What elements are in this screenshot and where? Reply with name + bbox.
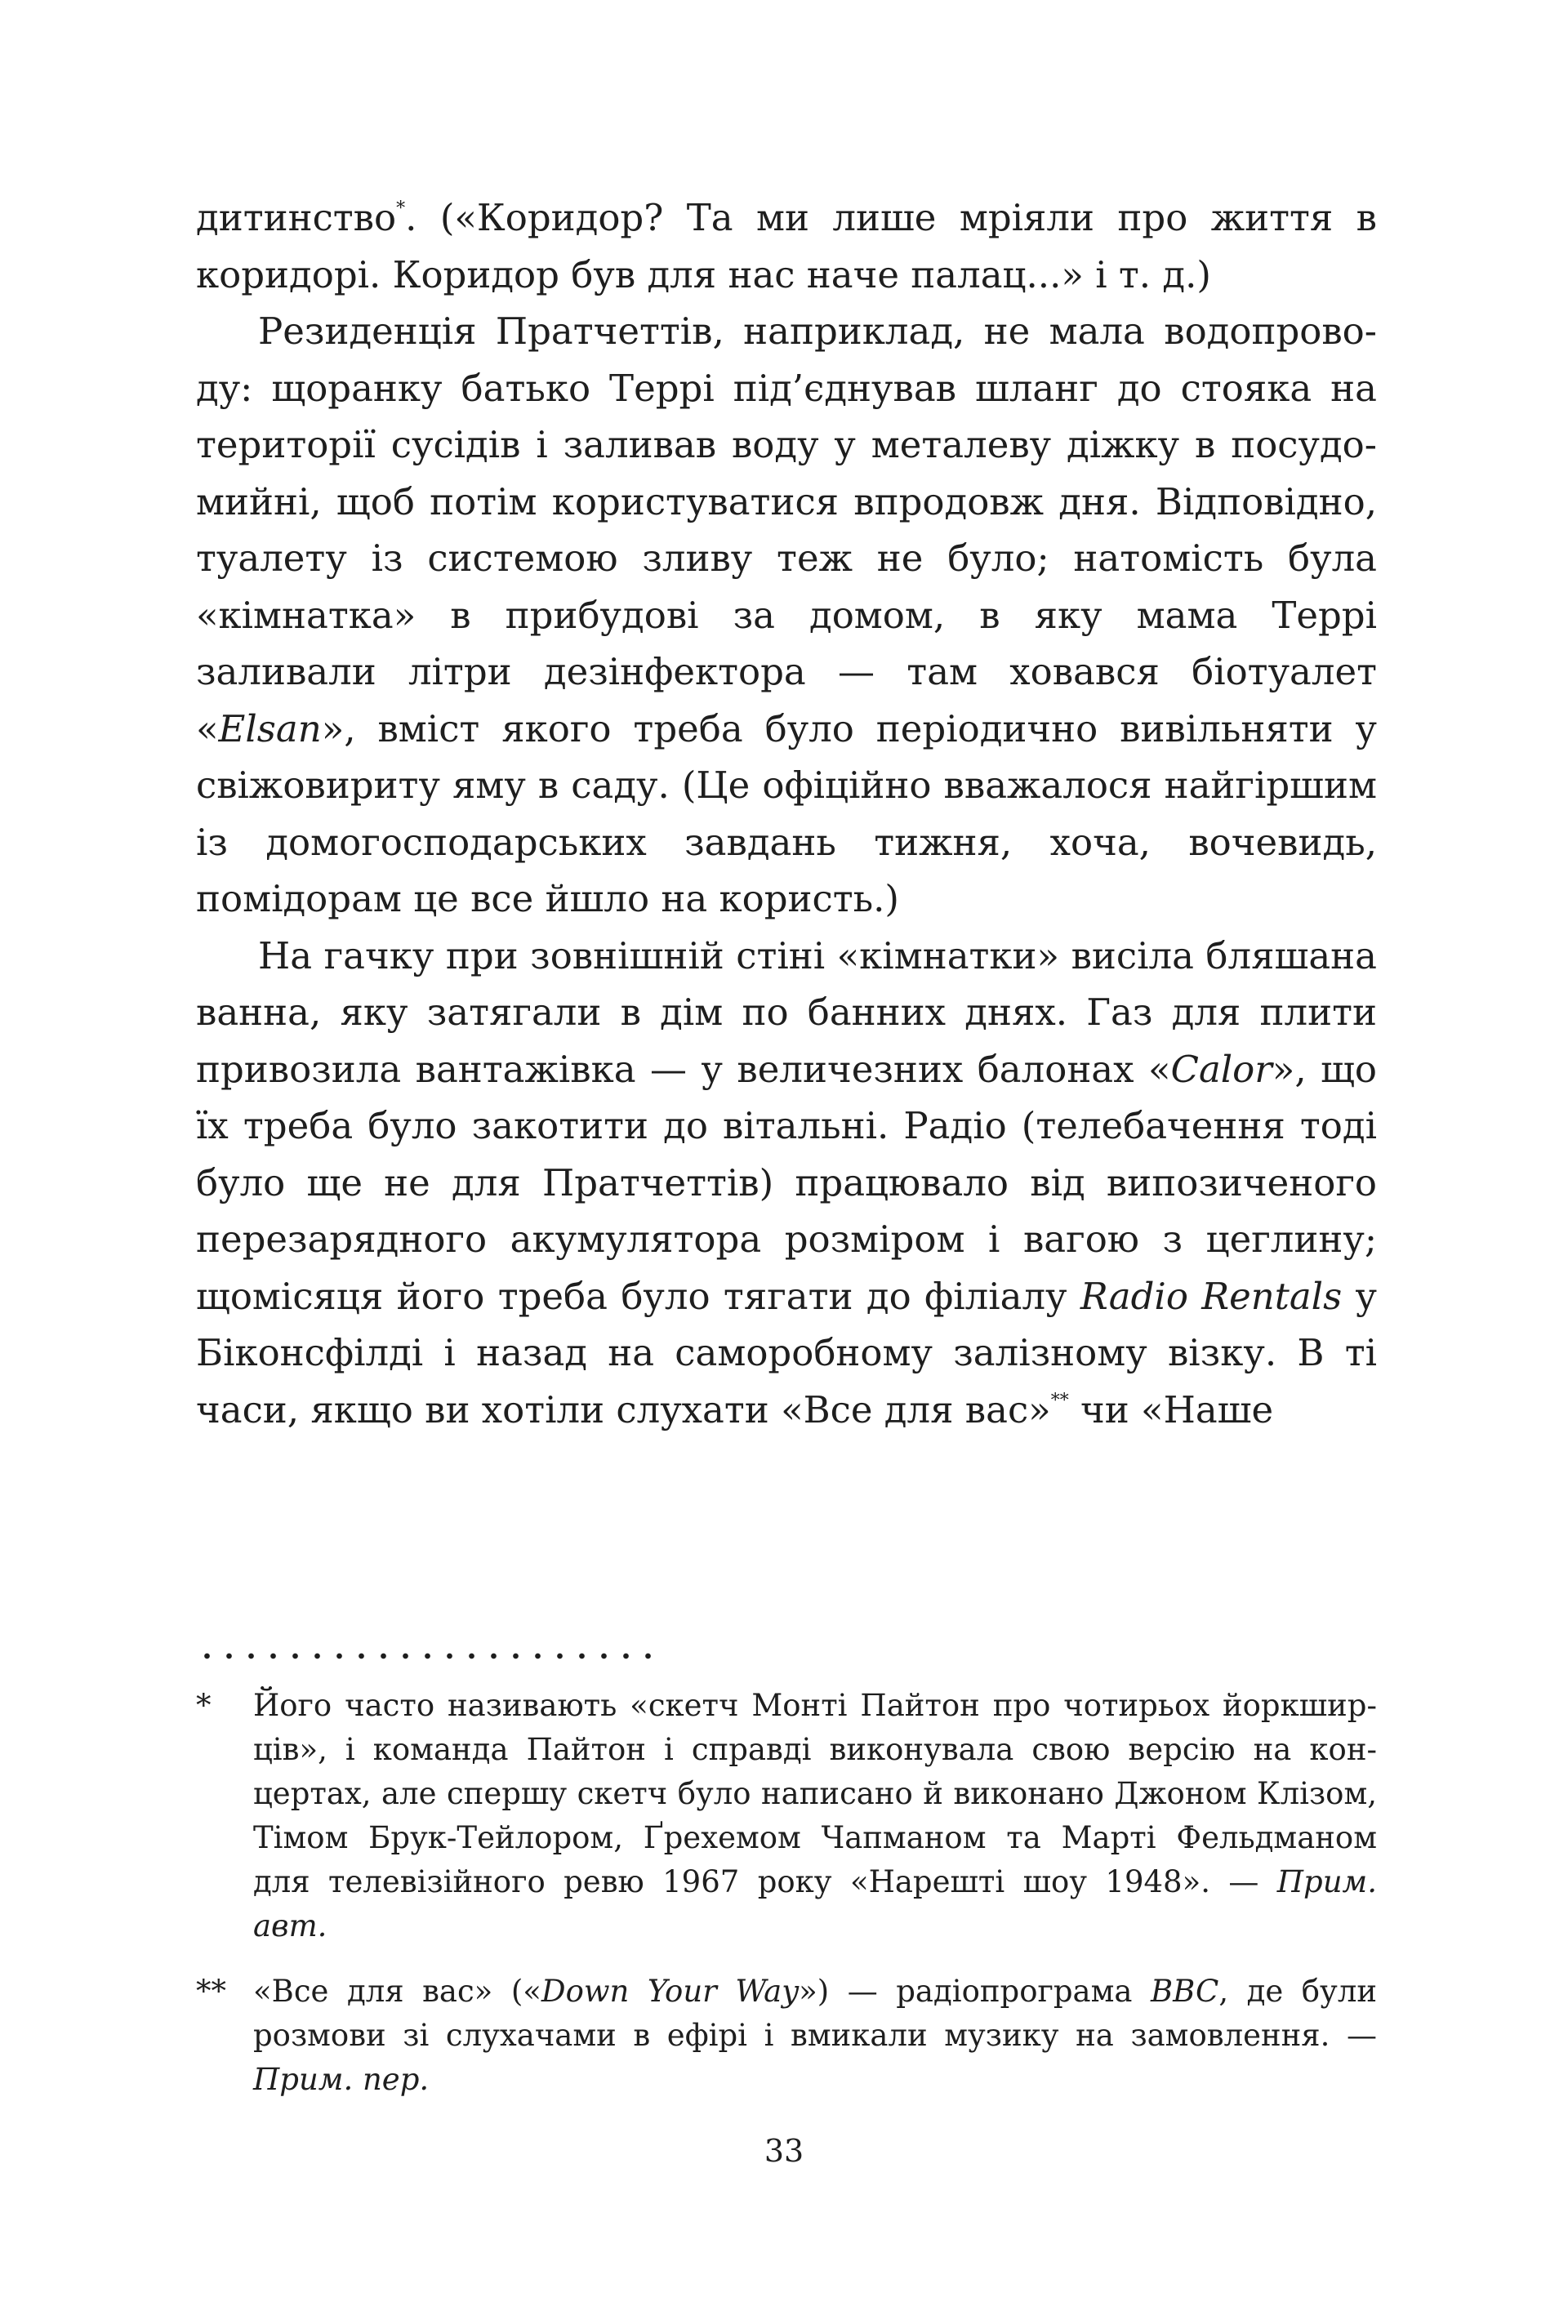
footnote-2-marker: ** — [196, 1974, 226, 2009]
footnote-1 — [196, 1684, 1377, 1948]
paragraph-2 — [196, 303, 1377, 928]
footnote-2-bbc: BBC — [1150, 1974, 1219, 2009]
paragraph-2-text-a: Резиденція Пратчеттів, наприклад, не мала водопроводу: щоранку батько Террі під’єднував шланг до стояка на території сусідів і заливав воду у металеву діжку в посудомийні, щоб потім користуватися впродовж дня. Відповідно, туалету із системою зливу теж не було; натомість була «кімнатка» в прибудові за домом, в яку мама Террі заливали літри дезінфектора — там ховався біотуалет « — [196, 309, 1377, 750]
paragraph-1 — [196, 189, 1377, 303]
paragraph-1-text-b: . («Коридор? Та ми лише мріяли про життя в коридорі. Коридор був для нас наче палац...» і т. д.) — [196, 196, 1377, 296]
page-number: 33 — [764, 2133, 804, 2169]
footnote-1-marker: * — [196, 1688, 212, 1723]
footnote-1-note: Прим. авт. — [253, 1864, 1377, 1943]
footnote-2-title: Down Your Way — [541, 1974, 800, 2009]
paragraph-3 — [196, 928, 1377, 1439]
paragraph-1-text-a: дитинство — [196, 196, 397, 239]
shop-radio-rentals: Radio Rentals — [1080, 1274, 1343, 1318]
footnote-2-text-a: «Все для вас» (« — [253, 1974, 541, 2009]
main-text — [196, 189, 1377, 1438]
footnote-ref-1: * — [396, 198, 406, 219]
brand-calor: Calor — [1170, 1047, 1272, 1091]
brand-elsan: Elsan — [218, 706, 322, 750]
footnote-ref-2: ** — [1050, 1390, 1069, 1411]
footnote-2 — [196, 1970, 1377, 2102]
footnote-separator — [196, 1652, 653, 1660]
paragraph-3-text-c: у Біконсфілді і назад на саморобному залізному візку. В ті часи, якщо ви хотіли слухати «Все для вас» — [196, 1274, 1378, 1431]
footnote-2-note: Прим. пер. — [253, 2062, 430, 2097]
paragraph-2-text-b: », вміст якого треба було періодично вивільняти у свіжовириту яму в саду. (Це офіційно вважалося найгіршим із домогосподарських завдань тижня, хоча, вочевидь, помідорам це все йшло на користь.) — [196, 706, 1377, 920]
paragraph-3-text-d: чи «Наше — [1068, 1387, 1274, 1431]
footnote-2-text-b: ») — радіопрограма — [799, 1974, 1151, 2009]
paragraph-3-text-b: », що їх треба було закотити до вітальні. Радіо (телебачення тоді було ще не для Пратчеттів) працювало від випозиченого перезарядного акумулятора розміром і вагою з цеглину; щомісяця його треба було тягати до філіалу — [196, 1047, 1378, 1318]
footnote-1-text: Його часто називають «скетч Монті Пайтон про чотирьох йоркширців», і команда Пайтон і справді виконувала свою версію на концертах, але спершу скетч було написано й виконано Джоном Клізом, Тімом Брук-Тейлором, Ґрехемом Чапманом та Марті Фельдманом для телевізійного ревю 1967 року «Нарешті шоу 1948». — — [253, 1688, 1377, 1899]
paragraph-3-text-a: На гачку при зовнішній стіні «кімнатки» висіла бляшана ванна, яку затягали в дім по банних днях. Газ для плити привозила вантажівка — у величезних балонах « — [196, 933, 1377, 1091]
footnotes — [196, 1684, 1377, 2123]
footnote-2-text-c: , де були розмови зі слухачами в ефірі і вмикали музику на замовлення. — — [253, 1974, 1377, 2053]
